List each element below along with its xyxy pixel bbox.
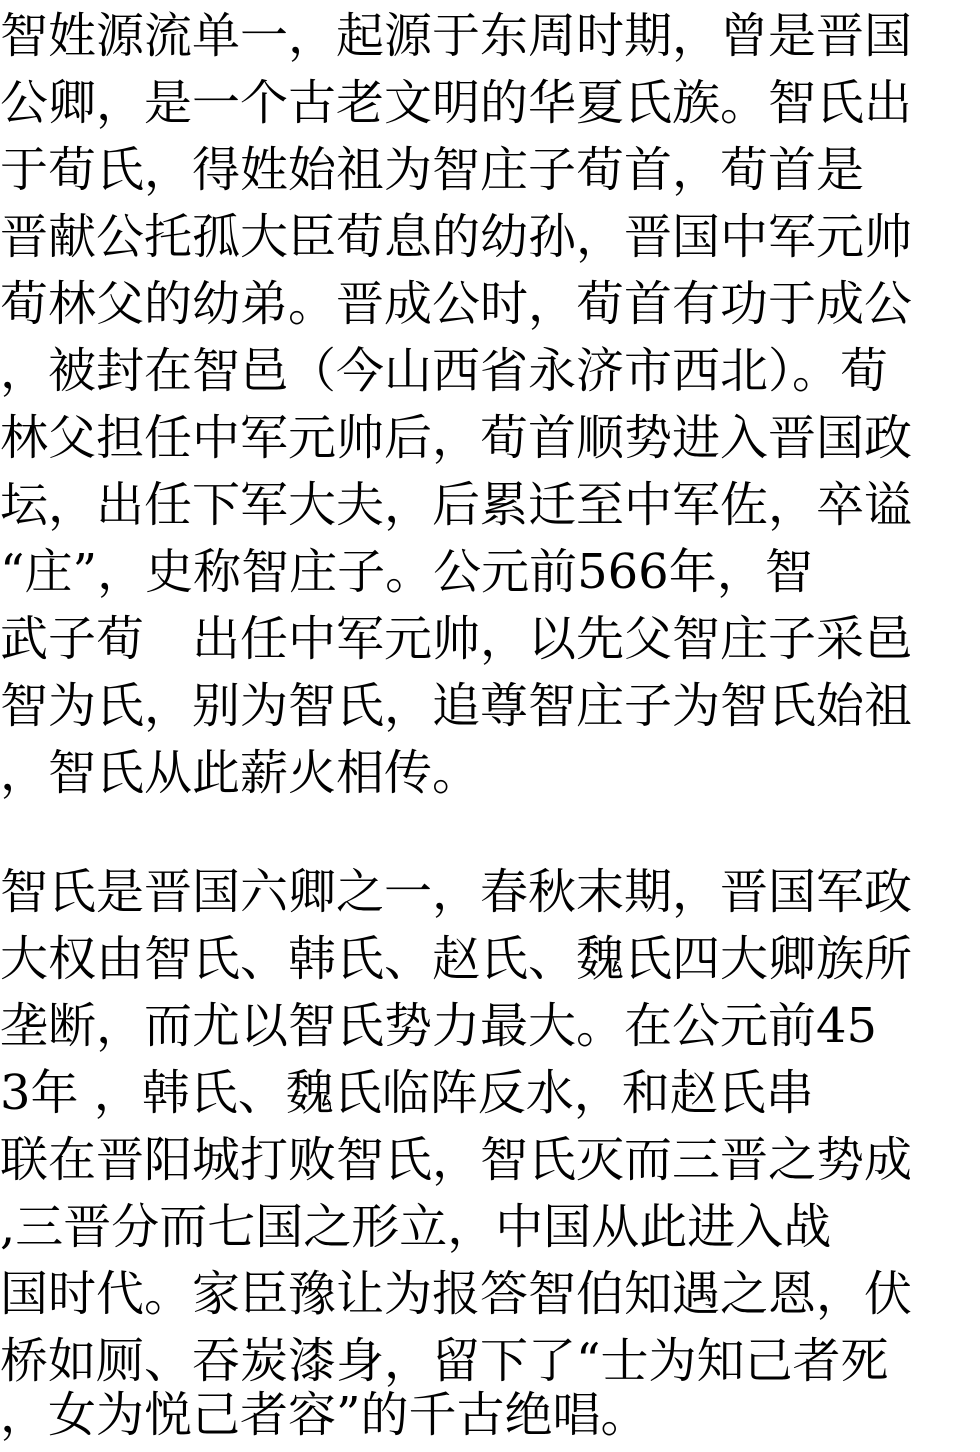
text-line: ,三晋分而七国之形立，中国从此进入战 [0, 1199, 832, 1255]
text-line: ，被封在智邑（今山西省永济市西北）。荀 [0, 343, 889, 399]
text-line: 武子荀 出任中军元帅，以先父智庄子采邑 [0, 611, 913, 667]
text-line: 坛，出任下军大夫，后累迁至中军佐，卒谥 [0, 477, 913, 533]
text-line: ，智氏从此薪火相传。 [0, 745, 481, 801]
text-line: “庄”，史称智庄子。公元前566年，智 [0, 544, 813, 600]
text-line: 晋献公托孤大臣荀息的幼孙，晋国中军元帅 [0, 209, 913, 265]
text-line: 智氏是晋国六卿之一，春秋末期，晋国军政 [0, 864, 913, 920]
text-line: 大权由智氏、韩氏、赵氏、魏氏四大卿族所 [0, 931, 913, 987]
text-line: 国时代。家臣豫让为报答智伯知遇之恩，伏 [0, 1266, 913, 1322]
text-line: 智为氏，别为智氏，追尊智庄子为智氏始祖 [0, 678, 913, 734]
text-line: 智姓源流单一，起源于东周时期，曾是晋国 [0, 8, 913, 64]
text-line: 公卿，是一个古老文明的华夏氏族。智氏出 [0, 75, 913, 131]
text-line: ，女为悦己者容”的千古绝唱。 [0, 1387, 649, 1443]
text-line: 3年 ，韩氏、魏氏临阵反水，和赵氏串 [0, 1065, 814, 1121]
text-line: 桥如厕、吞炭漆身，留下了“士为知己者死 [0, 1333, 889, 1389]
text-line: 于荀氏，得姓始祖为智庄子荀首，荀首是 [0, 142, 865, 198]
text-line: 垄断，而尤以智氏势力最大。在公元前45 [0, 998, 878, 1054]
text-line: 联在晋阳城打败智氏，智氏灭而三晋之势成 [0, 1132, 913, 1188]
text-line: 林父担任中军元帅后，荀首顺势进入晋国政 [0, 410, 913, 466]
text-line: 荀林父的幼弟。晋成公时，荀首有功于成公 [0, 276, 913, 332]
